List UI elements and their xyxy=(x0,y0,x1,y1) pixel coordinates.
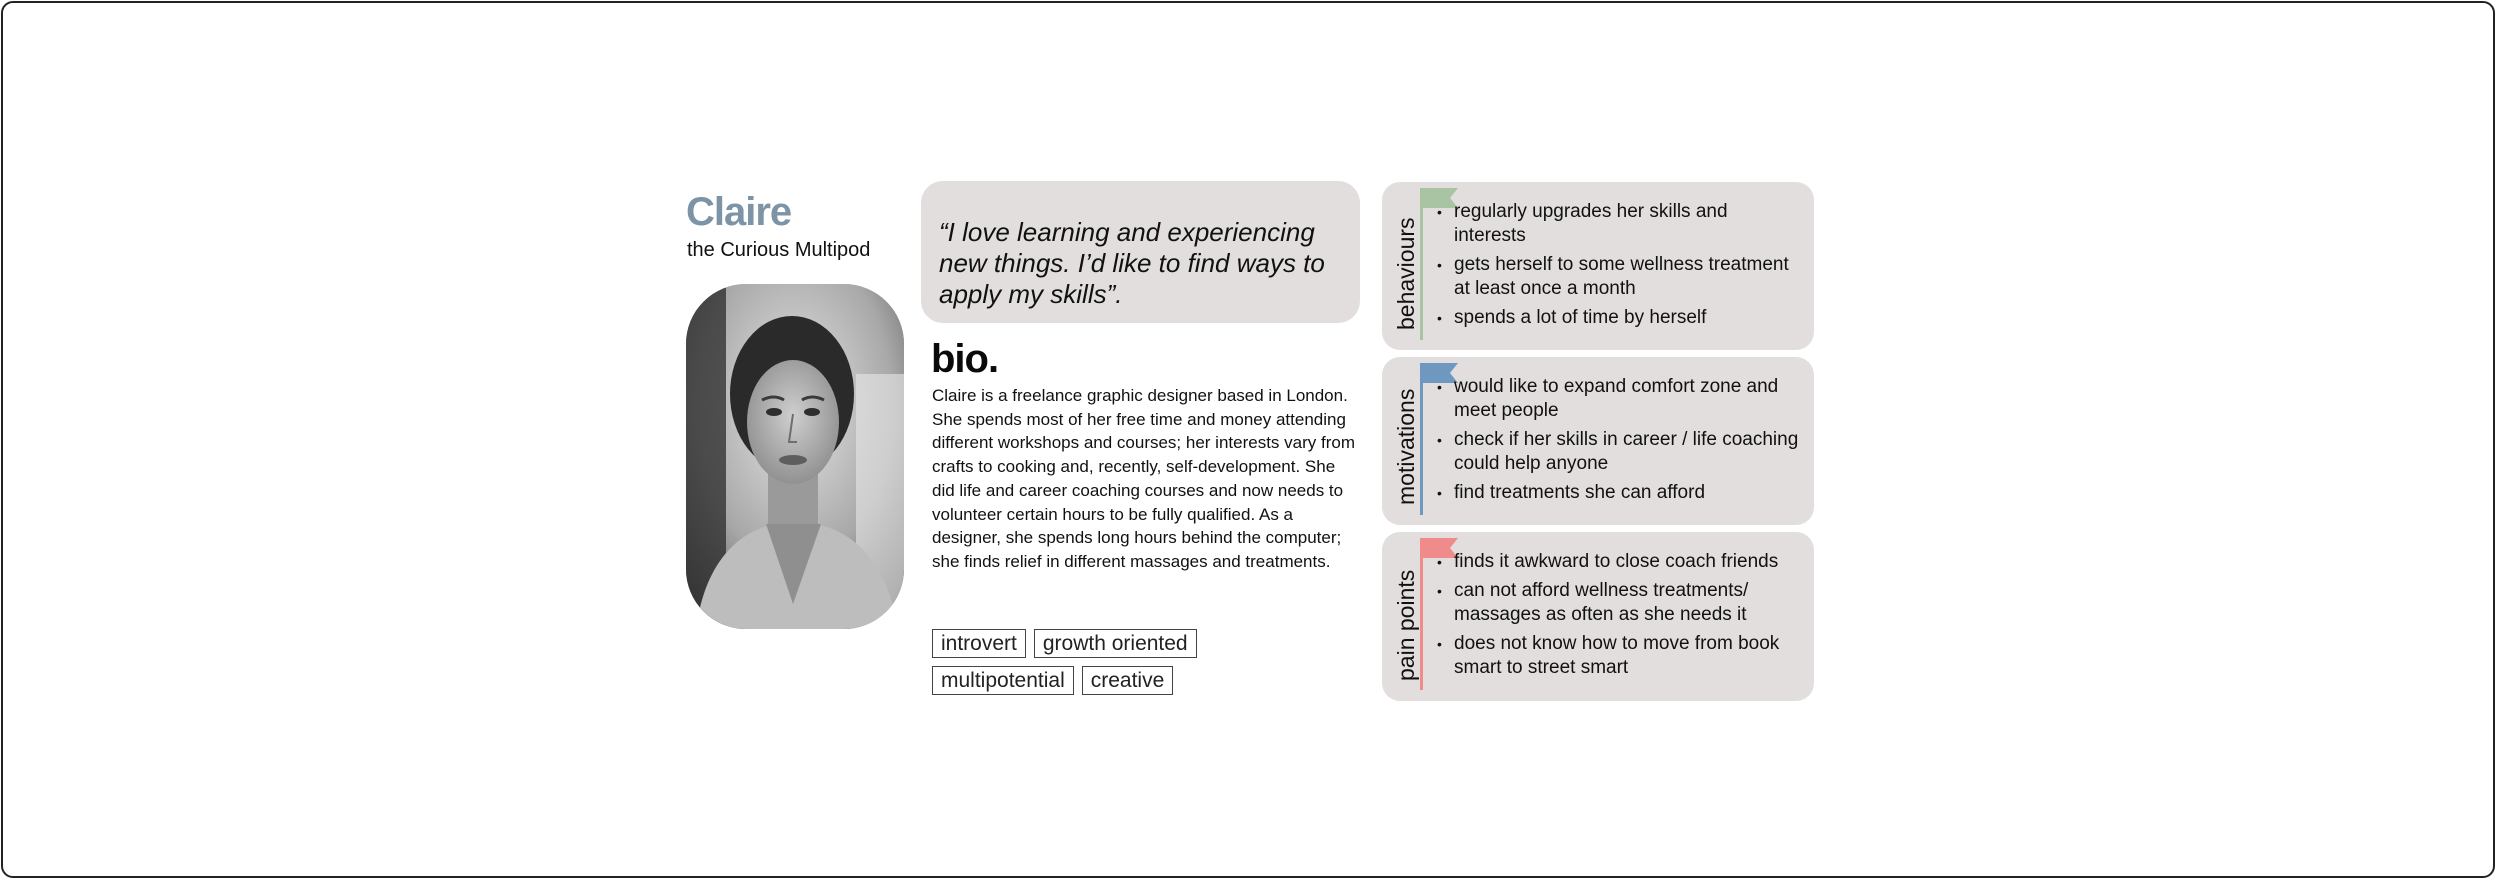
tag-multipotential: multipotential xyxy=(932,666,1074,695)
quote-text: “I love learning and experiencing new things. I’d like to find ways to apply my skills”. xyxy=(939,217,1325,309)
list-item: • gets herself to some wellness treatment at least once a month xyxy=(1454,253,1800,301)
pain-points-label: pain points xyxy=(1393,569,1419,681)
portrait-image xyxy=(686,284,904,629)
motivations-card xyxy=(1382,357,1814,525)
motivations-flag-pole xyxy=(1420,365,1423,515)
quote-bubble xyxy=(921,181,1360,323)
motivations-list xyxy=(1454,375,1800,510)
behaviours-list xyxy=(1454,200,1800,335)
bio-heading: bio. xyxy=(931,337,999,381)
list-item: • would like to expand comfort zone and meet people xyxy=(1454,375,1800,423)
list-item: • regularly upgrades her skills and interests xyxy=(1454,200,1800,248)
pain-points-list xyxy=(1454,550,1800,685)
behaviours-label: behaviours xyxy=(1393,217,1419,330)
pain-points-flag-pole xyxy=(1420,540,1423,690)
list-item: • spends a lot of time by herself xyxy=(1454,306,1800,330)
tag-creative: creative xyxy=(1082,666,1174,695)
bio-text: Claire is a freelance graphic designer based in London. She spends most of her free time and money attending different workshops and courses; her interests vary from crafts to cooking and, recently, self-development. She did life and career coaching courses and now needs to volunteer certain hours to be fully qualified. As a designer, she spends long hours behind the computer; she finds relief in different massages and treatments. xyxy=(932,386,1355,571)
list-item: • check if her skills in career / life coaching could help anyone xyxy=(1454,428,1800,476)
motivations-label: motivations xyxy=(1393,388,1419,505)
list-item: • finds it awkward to close coach friends xyxy=(1454,550,1800,574)
list-item: • find treatments she can afford xyxy=(1454,481,1800,505)
behaviours-flag-pole xyxy=(1420,190,1423,340)
list-item: • can not afford wellness treatments/ massages as often as she needs it xyxy=(1454,579,1800,627)
pain-points-card xyxy=(1382,532,1814,701)
trait-tags xyxy=(932,629,1232,695)
persona-subtitle: the Curious Multipod xyxy=(687,239,871,261)
tag-introvert: introvert xyxy=(932,629,1026,658)
tag-growth-oriented: growth oriented xyxy=(1034,629,1197,658)
list-item: • does not know how to move from book smart to street smart xyxy=(1454,632,1800,680)
persona-name: Claire xyxy=(686,190,792,234)
behaviours-card xyxy=(1382,182,1814,350)
persona-photo xyxy=(686,284,904,629)
